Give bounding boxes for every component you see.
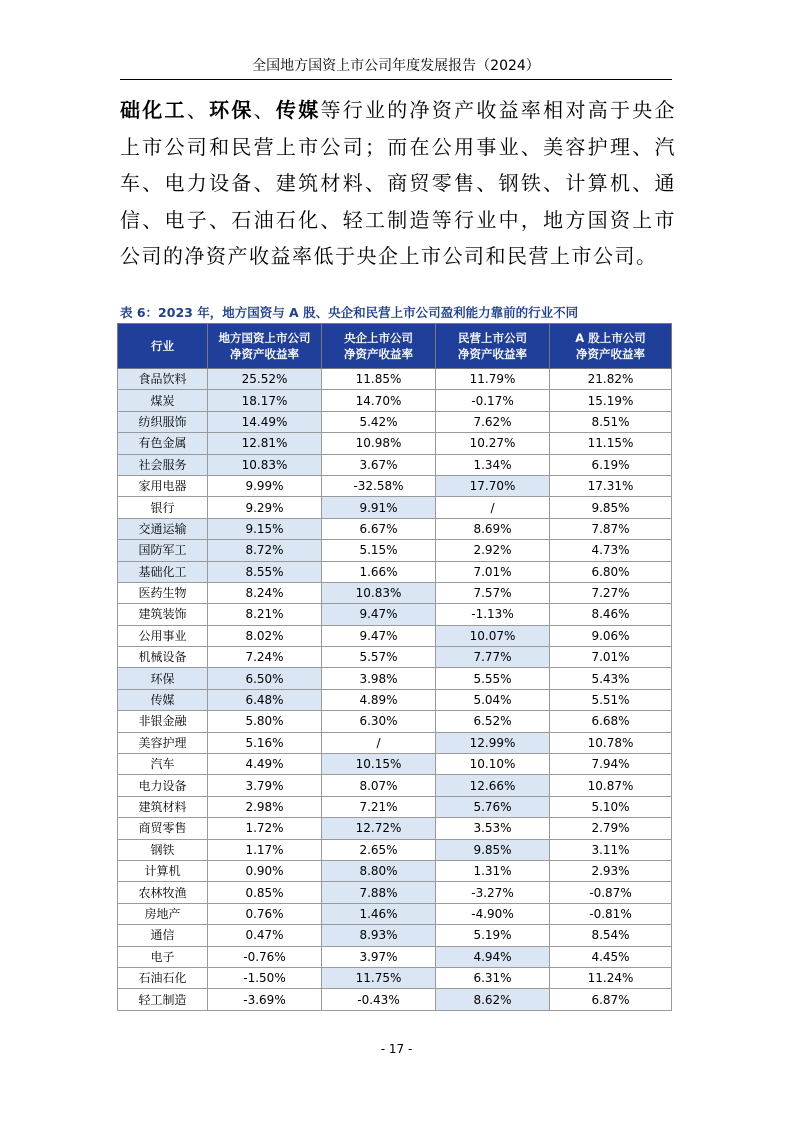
roe-cell: 11.15% xyxy=(550,433,672,454)
table-row xyxy=(118,390,672,411)
roe-cell: 5.57% xyxy=(322,647,436,668)
roe-cell: 2.92% xyxy=(436,540,550,561)
roe-cell: 9.29% xyxy=(208,497,322,518)
header-divider xyxy=(120,79,672,80)
roe-cell: 4.94% xyxy=(436,946,550,967)
roe-cell: 1.34% xyxy=(436,454,550,475)
table-header-row xyxy=(118,324,672,369)
roe-cell: 12.99% xyxy=(436,732,550,753)
running-header: 全国地方国资上市公司年度发展报告（2024） xyxy=(252,58,540,74)
roe-cell: 1.31% xyxy=(436,860,550,881)
roe-cell: 8.93% xyxy=(322,925,436,946)
roe-cell: -1.13% xyxy=(436,604,550,625)
roe-cell: 3.98% xyxy=(322,668,436,689)
roe-cell: -0.43% xyxy=(322,989,436,1010)
industry-cell: 公用事业 xyxy=(118,625,208,646)
roe-cell: 12.81% xyxy=(208,433,322,454)
roe-cell: 7.94% xyxy=(550,754,672,775)
column-header xyxy=(208,324,322,369)
roe-cell: 10.83% xyxy=(322,582,436,603)
roe-cell: 8.07% xyxy=(322,775,436,796)
roe-cell: 21.82% xyxy=(550,369,672,390)
roe-cell: 10.98% xyxy=(322,433,436,454)
industry-cell: 国防军工 xyxy=(118,540,208,561)
roe-cell: 6.80% xyxy=(550,561,672,582)
roe-cell: -0.81% xyxy=(550,903,672,924)
column-header xyxy=(550,324,672,369)
roe-cell: 1.66% xyxy=(322,561,436,582)
roe-cell: 8.02% xyxy=(208,625,322,646)
roe-cell: 8.80% xyxy=(322,860,436,881)
roe-cell: 10.15% xyxy=(322,754,436,775)
roe-cell: 5.15% xyxy=(322,540,436,561)
bold-term: 环保 xyxy=(209,98,254,122)
roe-cell: 5.19% xyxy=(436,925,550,946)
roe-cell: 0.47% xyxy=(208,925,322,946)
column-header xyxy=(118,324,208,369)
table-header xyxy=(118,324,672,369)
industry-cell: 基础化工 xyxy=(118,561,208,582)
table-row xyxy=(118,689,672,710)
industry-cell: 家用电器 xyxy=(118,475,208,496)
roe-cell: 8.51% xyxy=(550,411,672,432)
industry-cell: 有色金属 xyxy=(118,433,208,454)
roe-cell: 6.19% xyxy=(550,454,672,475)
roe-cell: 0.76% xyxy=(208,903,322,924)
industry-cell: 煤炭 xyxy=(118,390,208,411)
industry-cell: 医药生物 xyxy=(118,582,208,603)
separator: 、 xyxy=(253,98,276,122)
table-row xyxy=(118,668,672,689)
table-body xyxy=(118,369,672,1011)
roe-cell: 3.97% xyxy=(322,946,436,967)
roe-cell: 8.69% xyxy=(436,518,550,539)
roe-cell: 5.42% xyxy=(322,411,436,432)
roe-cell: -3.27% xyxy=(436,882,550,903)
industry-cell: 银行 xyxy=(118,497,208,518)
column-header-line: 地方国资上市公司 xyxy=(218,331,311,345)
roe-cell: 6.50% xyxy=(208,668,322,689)
table-row xyxy=(118,625,672,646)
table-row xyxy=(118,925,672,946)
roe-cell: 0.90% xyxy=(208,860,322,881)
roe-cell: 8.46% xyxy=(550,604,672,625)
industry-cell: 汽车 xyxy=(118,754,208,775)
table-row xyxy=(118,732,672,753)
column-header xyxy=(322,324,436,369)
industry-cell: 农林牧渔 xyxy=(118,882,208,903)
roe-cell: 5.51% xyxy=(550,689,672,710)
roe-cell: 11.75% xyxy=(322,967,436,988)
roe-cell: 9.85% xyxy=(436,839,550,860)
roe-cell: -3.69% xyxy=(208,989,322,1010)
roe-cell: 3.79% xyxy=(208,775,322,796)
roe-cell: -0.87% xyxy=(550,882,672,903)
table-row xyxy=(118,475,672,496)
roe-cell: 8.54% xyxy=(550,925,672,946)
roe-cell: 9.47% xyxy=(322,625,436,646)
roe-cell: 7.57% xyxy=(436,582,550,603)
table-row xyxy=(118,946,672,967)
column-header-line: 民营上市公司 xyxy=(458,331,527,345)
roe-cell: 5.76% xyxy=(436,796,550,817)
table-row xyxy=(118,818,672,839)
roe-cell: 1.17% xyxy=(208,839,322,860)
column-header-line: 净资产收益率 xyxy=(230,347,299,361)
table-row xyxy=(118,839,672,860)
industry-cell: 电子 xyxy=(118,946,208,967)
table-caption: 表 6：2023 年，地方国资与 A 股、央企和民营上市公司盈利能力靠前的行业不同 xyxy=(120,305,579,320)
roe-cell: 17.70% xyxy=(436,475,550,496)
table-row xyxy=(118,497,672,518)
roe-cell: -4.90% xyxy=(436,903,550,924)
roe-cell: 3.11% xyxy=(550,839,672,860)
roe-cell: 1.72% xyxy=(208,818,322,839)
roe-cell: -0.76% xyxy=(208,946,322,967)
roe-cell: -0.17% xyxy=(436,390,550,411)
roe-cell: 7.24% xyxy=(208,647,322,668)
industry-cell: 商贸零售 xyxy=(118,818,208,839)
industry-cell: 房地产 xyxy=(118,903,208,924)
roe-cell: 10.27% xyxy=(436,433,550,454)
roe-cell: 3.67% xyxy=(322,454,436,475)
roe-cell: 4.89% xyxy=(322,689,436,710)
industry-cell: 电力设备 xyxy=(118,775,208,796)
roe-cell: 2.79% xyxy=(550,818,672,839)
roe-cell: 8.72% xyxy=(208,540,322,561)
roe-cell: 10.10% xyxy=(436,754,550,775)
column-header-line: 净资产收益率 xyxy=(344,347,413,361)
roe-cell: 14.49% xyxy=(208,411,322,432)
roe-cell: 11.24% xyxy=(550,967,672,988)
table-row xyxy=(118,989,672,1010)
roe-cell: 9.06% xyxy=(550,625,672,646)
industry-cell: 建筑材料 xyxy=(118,796,208,817)
roe-cell: 8.62% xyxy=(436,989,550,1010)
table-row xyxy=(118,518,672,539)
table-row xyxy=(118,754,672,775)
bold-term: 传媒 xyxy=(275,98,321,122)
roe-cell: 9.15% xyxy=(208,518,322,539)
roe-cell: 12.72% xyxy=(322,818,436,839)
roe-cell: -32.58% xyxy=(322,475,436,496)
industry-cell: 计算机 xyxy=(118,860,208,881)
separator: 、 xyxy=(186,98,210,122)
roe-cell: 7.88% xyxy=(322,882,436,903)
table-row xyxy=(118,369,672,390)
column-header xyxy=(436,324,550,369)
roe-cell: 10.83% xyxy=(208,454,322,475)
page-number: - 17 - xyxy=(380,1042,413,1056)
roe-cell: 3.53% xyxy=(436,818,550,839)
roe-cell: 8.24% xyxy=(208,582,322,603)
roe-cell: 2.98% xyxy=(208,796,322,817)
roe-cell: 6.67% xyxy=(322,518,436,539)
table-row xyxy=(118,433,672,454)
table-row xyxy=(118,604,672,625)
roe-cell: 8.21% xyxy=(208,604,322,625)
roe-cell: 15.19% xyxy=(550,390,672,411)
column-header-line: A 股上市公司 xyxy=(575,331,646,345)
roe-cell: 2.65% xyxy=(322,839,436,860)
roe-cell: 5.43% xyxy=(550,668,672,689)
roe-cell: 5.04% xyxy=(436,689,550,710)
roe-cell: 7.21% xyxy=(322,796,436,817)
column-header-line: 行业 xyxy=(151,339,174,353)
roe-cell: 14.70% xyxy=(322,390,436,411)
bold-term: 础化工 xyxy=(120,98,187,122)
roe-cell: 7.87% xyxy=(550,518,672,539)
roe-cell: 7.27% xyxy=(550,582,672,603)
roe-industry-table xyxy=(117,323,672,1011)
roe-cell: 25.52% xyxy=(208,369,322,390)
table-row xyxy=(118,540,672,561)
table-row xyxy=(118,967,672,988)
table-row xyxy=(118,411,672,432)
paragraph-text: 等行业的净资产收益率相对高于央企上市公司和民营上市公司；而在公用事业、美容护理、汽车、电力设备、建筑材料、商贸零售、钢铁、计算机、通信、电子、石油石化、轻工制造等行业中，地方国资上市公司的净资产收益率低于央企上市公司和民营上市公司。 xyxy=(120,98,677,268)
table-row xyxy=(118,882,672,903)
roe-cell: 4.73% xyxy=(550,540,672,561)
roe-cell: 9.47% xyxy=(322,604,436,625)
industry-cell: 钢铁 xyxy=(118,839,208,860)
roe-cell: 9.91% xyxy=(322,497,436,518)
roe-cell: 6.52% xyxy=(436,711,550,732)
roe-cell: 2.93% xyxy=(550,860,672,881)
table-row xyxy=(118,796,672,817)
industry-cell: 食品饮料 xyxy=(118,369,208,390)
roe-cell: 4.49% xyxy=(208,754,322,775)
roe-cell: 6.68% xyxy=(550,711,672,732)
column-header-line: 净资产收益率 xyxy=(458,347,527,361)
industry-cell: 环保 xyxy=(118,668,208,689)
table-row xyxy=(118,775,672,796)
table-row xyxy=(118,561,672,582)
roe-cell: 11.79% xyxy=(436,369,550,390)
industry-cell: 石油石化 xyxy=(118,967,208,988)
roe-cell: 5.80% xyxy=(208,711,322,732)
roe-cell: 6.30% xyxy=(322,711,436,732)
industry-cell: 传媒 xyxy=(118,689,208,710)
roe-cell: 6.87% xyxy=(550,989,672,1010)
industry-cell: 交通运输 xyxy=(118,518,208,539)
column-header-line: 净资产收益率 xyxy=(576,347,645,361)
roe-cell: 9.99% xyxy=(208,475,322,496)
table-row xyxy=(118,647,672,668)
industry-cell: 机械设备 xyxy=(118,647,208,668)
roe-cell: 18.17% xyxy=(208,390,322,411)
roe-cell: 4.45% xyxy=(550,946,672,967)
roe-cell: 11.85% xyxy=(322,369,436,390)
table-row xyxy=(118,903,672,924)
industry-cell: 轻工制造 xyxy=(118,989,208,1010)
industry-cell: 社会服务 xyxy=(118,454,208,475)
roe-cell: 17.31% xyxy=(550,475,672,496)
roe-cell: / xyxy=(436,497,550,518)
roe-cell: 0.85% xyxy=(208,882,322,903)
table-row xyxy=(118,860,672,881)
table-row xyxy=(118,454,672,475)
roe-cell: -1.50% xyxy=(208,967,322,988)
roe-cell: 5.10% xyxy=(550,796,672,817)
industry-cell: 建筑装饰 xyxy=(118,604,208,625)
roe-cell: 9.85% xyxy=(550,497,672,518)
body-paragraph xyxy=(120,92,676,275)
roe-cell: 7.77% xyxy=(436,647,550,668)
roe-cell: 7.01% xyxy=(436,561,550,582)
roe-cell: 5.16% xyxy=(208,732,322,753)
roe-cell: 10.78% xyxy=(550,732,672,753)
roe-cell: 6.31% xyxy=(436,967,550,988)
roe-cell: 6.48% xyxy=(208,689,322,710)
roe-cell: 10.87% xyxy=(550,775,672,796)
roe-cell: 7.62% xyxy=(436,411,550,432)
roe-cell: / xyxy=(322,732,436,753)
table-row xyxy=(118,711,672,732)
column-header-line: 央企上市公司 xyxy=(344,331,413,345)
roe-cell: 10.07% xyxy=(436,625,550,646)
roe-cell: 7.01% xyxy=(550,647,672,668)
roe-cell: 8.55% xyxy=(208,561,322,582)
industry-cell: 美容护理 xyxy=(118,732,208,753)
industry-cell: 纺织服饰 xyxy=(118,411,208,432)
roe-cell: 1.46% xyxy=(322,903,436,924)
industry-cell: 非银金融 xyxy=(118,711,208,732)
industry-cell: 通信 xyxy=(118,925,208,946)
roe-cell: 5.55% xyxy=(436,668,550,689)
roe-cell: 12.66% xyxy=(436,775,550,796)
table-row xyxy=(118,582,672,603)
